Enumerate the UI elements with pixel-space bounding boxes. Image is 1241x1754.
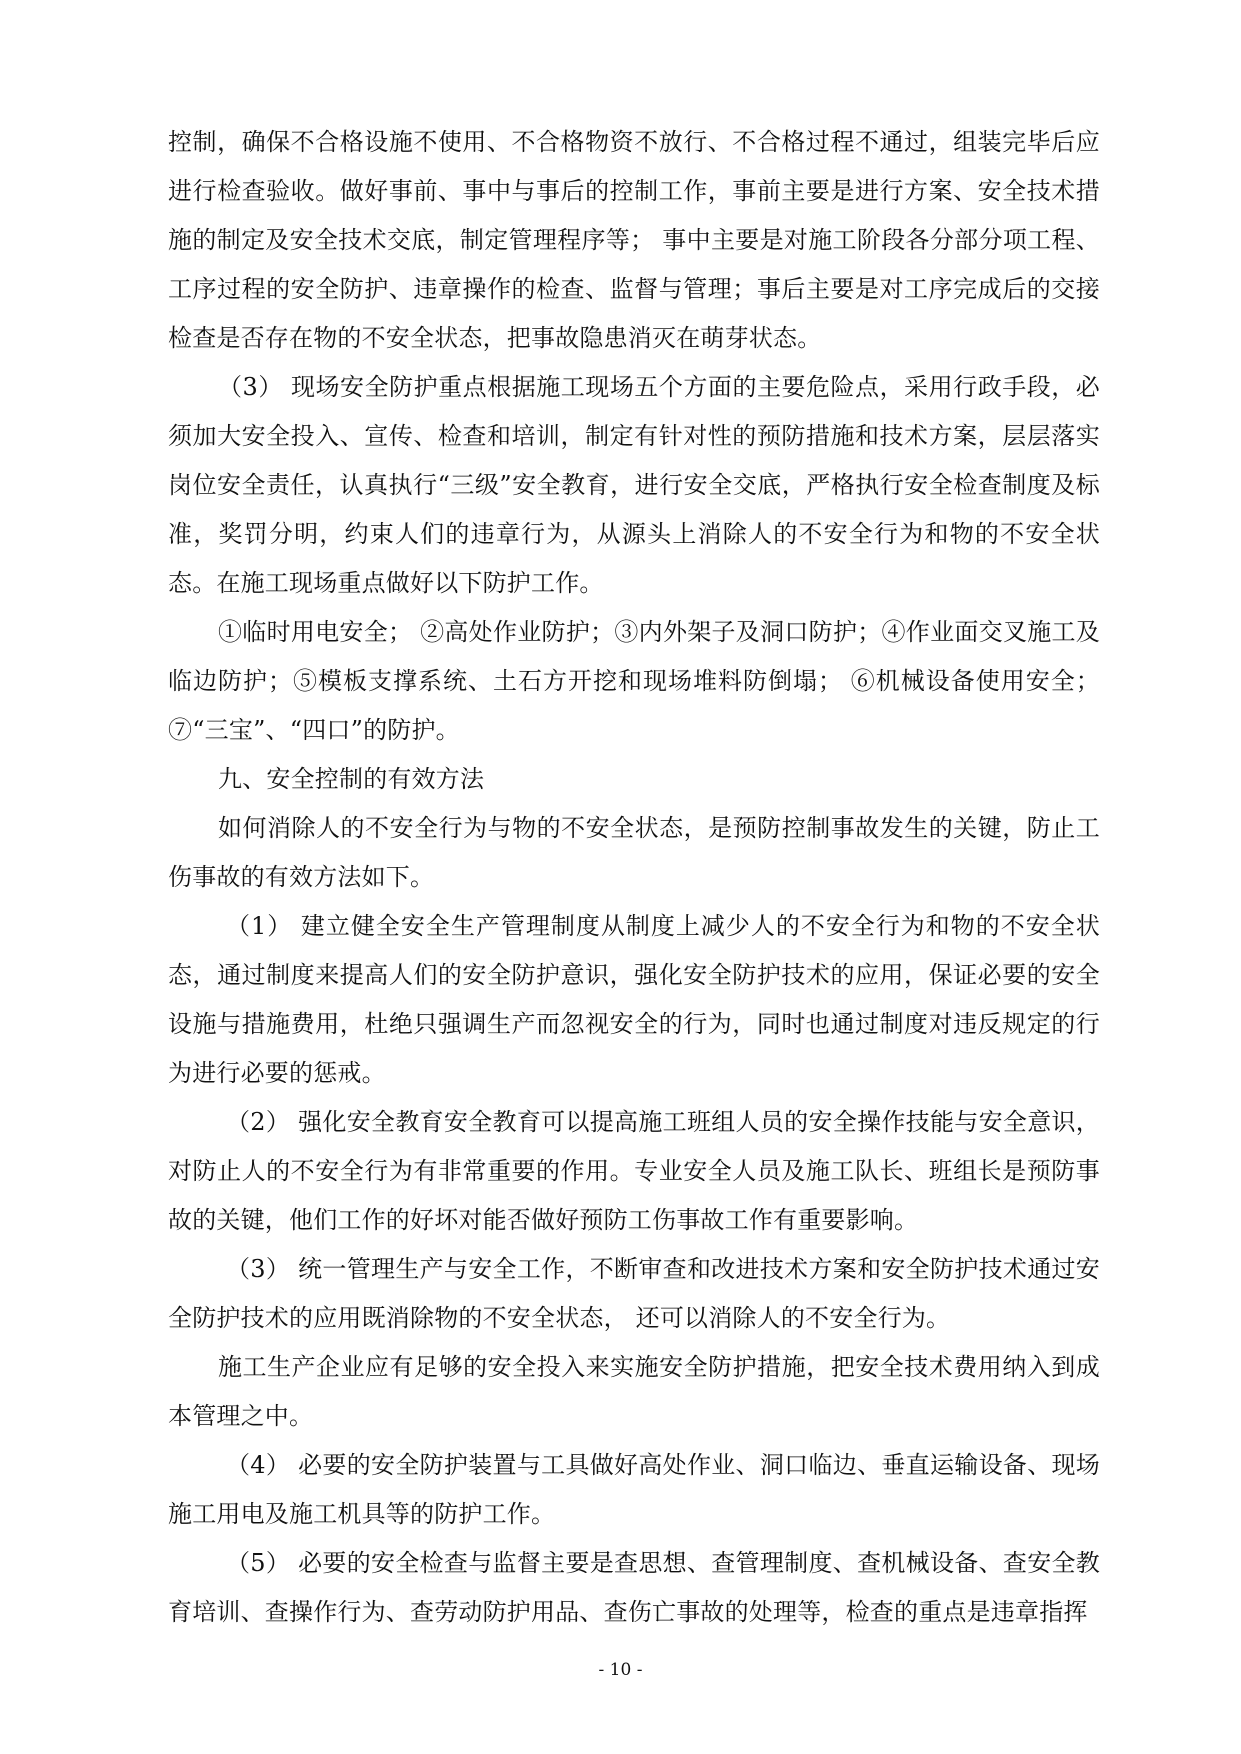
paragraph-protection-items: ①临时用电安全； ②高处作业防护；③内外架子及洞口防护；④作业面交叉施工及临边防护；⑤模板支撑系统、土石方开挖和现场堆料防倒塌； ⑥机械设备使用安全；⑦“三宝”、“四口”的防护。 [168,618,1100,744]
paragraph-method-2: （2） 强化安全教育安全教育可以提高施工班组人员的安全操作技能与安全意识，对防止人的不安全行为有非常重要的作用。专业安全人员及施工队长、班组长是预防事故的关键，他们工作的好坏对能否做好预防工伤事故工作有重要影响。 [168,1108,1100,1234]
paragraph-effective-methods-intro: 如何消除人的不安全行为与物的不安全状态，是预防控制事故发生的关键，防止工伤事故的有效方法如下。 [168,814,1100,891]
section-heading: 九、安全控制的有效方法 [218,765,485,793]
paragraph-safety-investment: 施工生产企业应有足够的安全投入来实施安全防护措施，把安全技术费用纳入到成本管理之中。 [168,1353,1100,1430]
paragraph-control-continued: 控制，确保不合格设施不使用、不合格物资不放行、不合格过程不通过，组装完毕后应进行检查验收。做好事前、事中与事后的控制工作，事前主要是进行方案、安全技术措施的制定及安全技术交底，制定管理程序等； 事中主要是对施工阶段各分部分项工程、工序过程的安全防护、违章操作的检查、监督与管理；事后主要是对工序完成后的交接检查是否存在物的不安全状态，把事故隐患消灭在萌芽状态。 [168,128,1100,352]
paragraph-method-3: （3） 统一管理生产与安全工作，不断审查和改进技术方案和安全防护技术通过安全防护技术的应用既消除物的不安全状态， 还可以消除人的不安全行为。 [168,1255,1100,1332]
paragraph-site-protection: （3） 现场安全防护重点根据施工现场五个方面的主要危险点，采用行政手段，必须加大安全投入、宣传、检查和培训，制定有针对性的预防措施和技术方案，层层落实岗位安全责任，认真执行“三级”安全教育，进行安全交底，严格执行安全检查制度及标准，奖罚分明，约束人们的违章行为，从源头上消除人的不安全行为和物的不安全状态。在施工现场重点做好以下防护工作。 [168,373,1100,597]
paragraph-method-5: （5） 必要的安全检查与监督主要是查思想、查管理制度、查机械设备、查安全教育培训、查操作行为、查劳动防护用品、查伤亡事故的处理等，检查的重点是违章指挥 [168,1549,1100,1626]
page-number: - 10 - [598,1660,643,1680]
paragraph-method-4: （4） 必要的安全防护装置与工具做好高处作业、洞口临边、垂直运输设备、现场施工用电及施工机具等的防护工作。 [168,1451,1100,1528]
paragraph-method-1: （1） 建立健全安全生产管理制度从制度上减少人的不安全行为和物的不安全状态，通过制度来提高人们的安全防护意识，强化安全防护技术的应用，保证必要的安全设施与措施费用，杜绝只强调生产而忽视安全的行为，同时也通过制度对违反规定的行为进行必要的惩戒。 [168,912,1100,1087]
document-body [168,118,1100,1637]
